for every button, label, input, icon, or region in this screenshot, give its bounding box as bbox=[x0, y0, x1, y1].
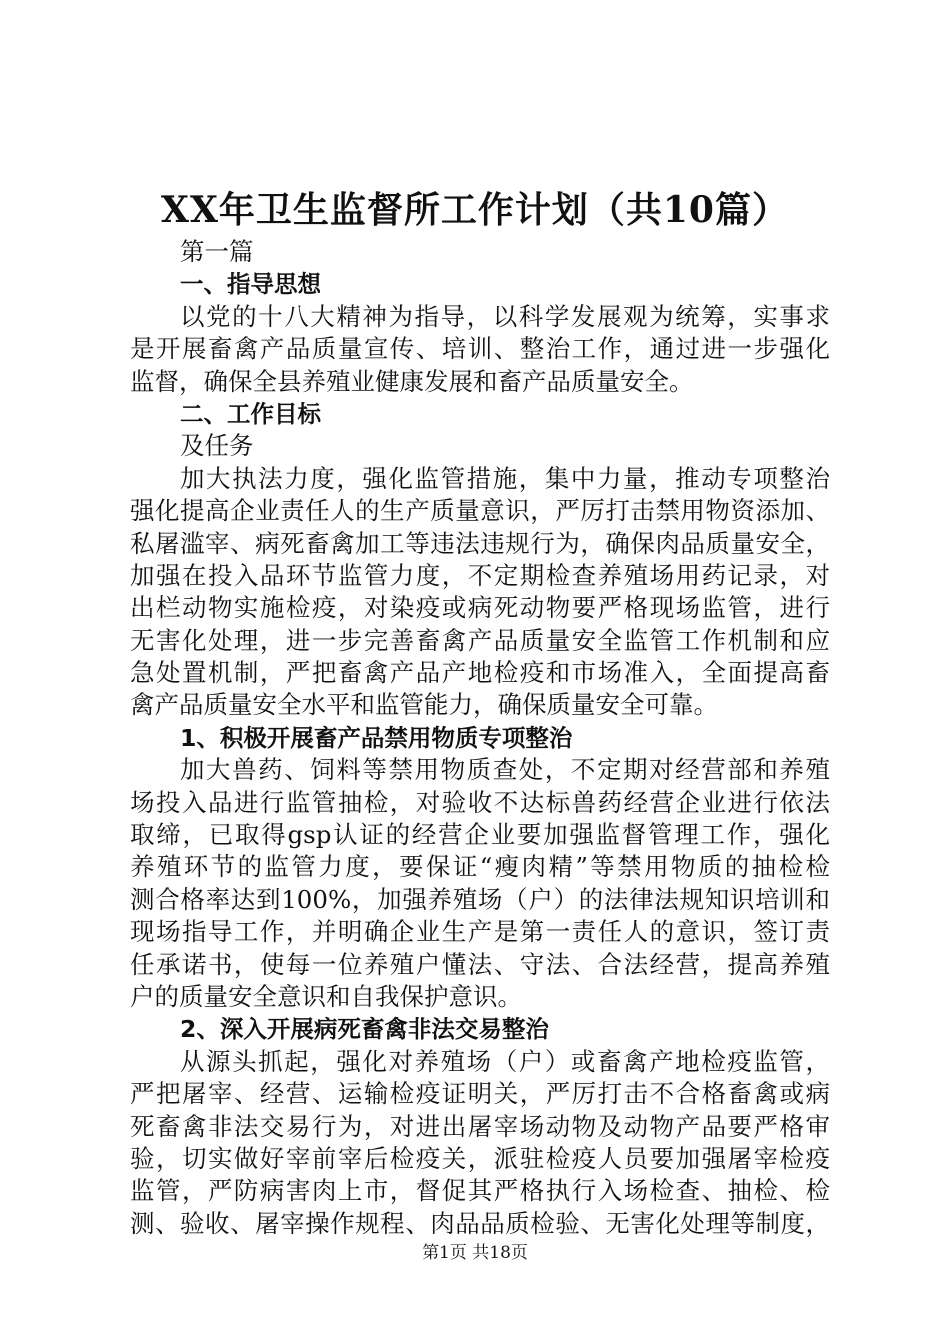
paragraph-line: 死畜禽非法交易行为，对进出屠宰场动物及动物产品要严格审 bbox=[130, 1111, 830, 1141]
document-title: XX年卫生监督所工作计划（共10篇） bbox=[161, 189, 789, 231]
paragraph-line: 是开展畜禽产品质量宣传、培训、整治工作，通过进一步强化 bbox=[130, 334, 830, 364]
paragraph-line: 强化提高企业责任人的生产质量意识，严厉打击禁用物资添加、 bbox=[130, 496, 830, 526]
paragraph-line: 急处置机制，严把畜禽产品产地检疫和市场准入，全面提高畜 bbox=[130, 658, 830, 688]
paragraph-line: 任承诺书，使每一位养殖户懂法、守法、合法经营，提高养殖 bbox=[130, 949, 830, 979]
paragraph-line: 严把屠宰、经营、运输检疫证明关，严厉打击不合格畜禽或病 bbox=[130, 1079, 830, 1109]
paragraph-line: 从源头抓起，强化对养殖场（户）或畜禽产地检疫监管， bbox=[180, 1046, 830, 1076]
paragraph-line: 禽产品质量安全水平和监管能力，确保质量安全可靠。 bbox=[130, 690, 718, 720]
section-heading: 二、工作目标 bbox=[180, 399, 321, 428]
paragraph-line: 加大执法力度，强化监管措施，集中力量，推动专项整治 bbox=[180, 463, 830, 493]
paragraph-line: 监管，严防病害肉上市，督促其严格执行入场检查、抽检、检 bbox=[130, 1176, 830, 1206]
paragraph-line: 户的质量安全意识和自我保护意识。 bbox=[130, 981, 522, 1011]
section-label: 第一篇 bbox=[180, 237, 254, 266]
paragraph-line: 以党的十八大精神为指导，以科学发展观为统筹，实事求 bbox=[180, 301, 830, 331]
paragraph-line: 测合格率达到100%，加强养殖场（户）的法律法规知识培训和 bbox=[130, 884, 830, 914]
paragraph-line: 加大兽药、饲料等禁用物质查处，不定期对经营部和养殖 bbox=[180, 755, 830, 785]
paragraph-line: 无害化处理，进一步完善畜禽产品质量安全监管工作机制和应 bbox=[130, 625, 830, 655]
paragraph-line: 监督，确保全县养殖业健康发展和畜产品质量安全。 bbox=[130, 366, 694, 396]
paragraph-line: 验，切实做好宰前宰后检疫关，派驻检疫人员要加强屠宰检疫 bbox=[130, 1143, 830, 1173]
section-heading: 一、指导思想 bbox=[180, 270, 321, 299]
paragraph-line: 测、验收、屠宰操作规程、肉品品质检验、无害化处理等制度， bbox=[130, 1208, 830, 1238]
paragraph-line: 出栏动物实施检疫，对染疫或病死动物要严格现场监管，进行 bbox=[130, 593, 830, 623]
page-footer: 第1页 共18页 bbox=[422, 1243, 528, 1263]
paragraph-line: 场投入品进行监管抽检，对验收不达标兽药经营企业进行依法 bbox=[130, 787, 830, 817]
subsection-heading: 2、深入开展病死畜禽非法交易整治 bbox=[180, 1015, 549, 1044]
document-body bbox=[130, 236, 830, 1240]
paragraph-line: 及任务 bbox=[180, 431, 254, 461]
paragraph-line: 养殖环节的监管力度，要保证“瘦肉精”等禁用物质的抽检检 bbox=[130, 852, 830, 882]
paragraph-line: 取缔，已取得gsp认证的经营企业要加强监督管理工作，强化 bbox=[130, 820, 830, 850]
paragraph-line: 私屠滥宰、病死畜禽加工等违法违规行为，确保肉品质量安全， bbox=[130, 528, 830, 558]
paragraph-line: 现场指导工作，并明确企业生产是第一责任人的意识，签订责 bbox=[130, 917, 830, 947]
subsection-heading: 1、积极开展畜产品禁用物质专项整治 bbox=[180, 723, 573, 752]
paragraph-line: 加强在投入品环节监管力度，不定期检查养殖场用药记录，对 bbox=[130, 560, 830, 590]
